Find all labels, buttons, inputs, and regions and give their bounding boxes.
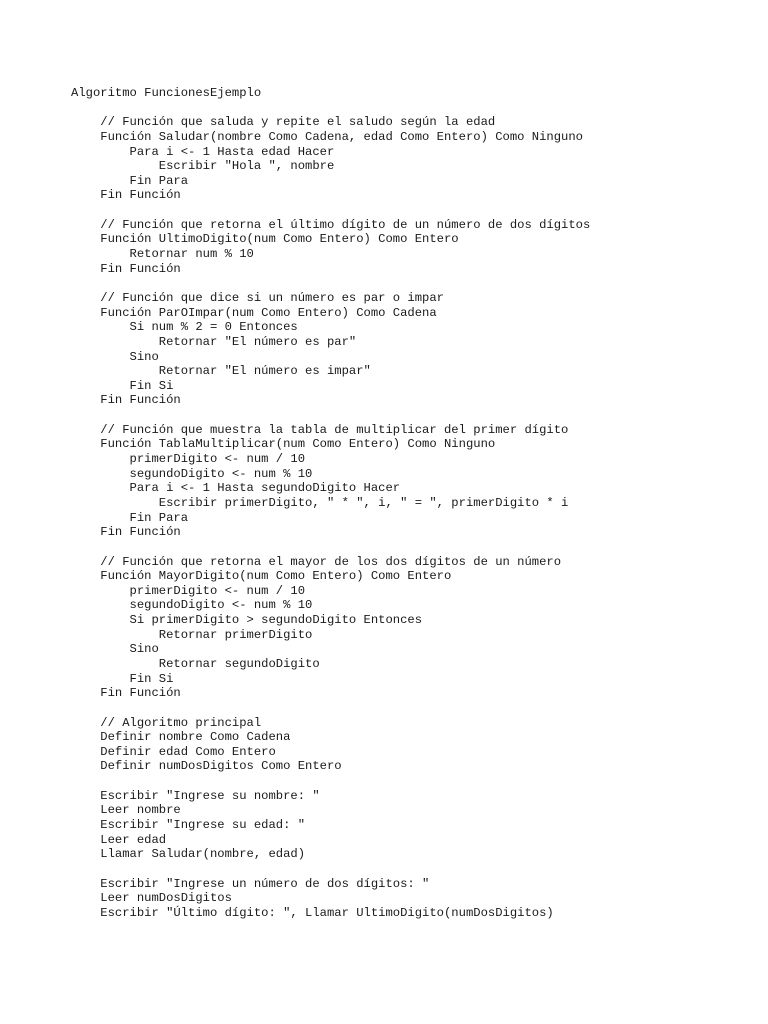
code-line: // Función que saluda y repite el saludo según la edad xyxy=(71,115,496,130)
blank-line xyxy=(71,701,590,716)
code-line: // Algoritmo principal xyxy=(71,715,262,730)
blank-line xyxy=(71,862,590,877)
blank-line xyxy=(71,203,590,218)
code-line: Llamar Saludar(nombre, edad) xyxy=(71,847,306,862)
code-line: Leer nombre xyxy=(71,803,181,818)
blank-line xyxy=(71,408,590,423)
code-line: Fin Para xyxy=(71,510,189,525)
code-line: Escribir "Ingrese un número de dos dígitos: " xyxy=(71,876,430,891)
blank-line xyxy=(71,101,590,116)
code-line: Fin Función xyxy=(71,188,181,203)
code-line: Fin Función xyxy=(71,525,181,540)
code-line: Función Saludar(nombre Como Cadena, edad Como Entero) Como Ninguno xyxy=(71,129,583,144)
code-line: Retornar num % 10 xyxy=(71,247,254,262)
code-line: Retornar "El número es impar" xyxy=(71,364,371,379)
code-line: // Función que muestra la tabla de multiplicar del primer dígito xyxy=(71,422,569,437)
code-line: Función TablaMultiplicar(num Como Entero) Como Ninguno xyxy=(71,437,496,452)
code-line: Función ParOImpar(num Como Entero) Como Cadena xyxy=(71,305,437,320)
code-line: Escribir "Último dígito: ", Llamar UltimoDigito(numDosDigitos) xyxy=(71,905,554,920)
code-line: Función MayorDigito(num Como Entero) Como Entero xyxy=(71,569,452,584)
code-line: Para i <- 1 Hasta edad Hacer xyxy=(71,144,335,159)
code-line: Leer numDosDigitos xyxy=(71,891,232,906)
blank-line xyxy=(71,774,590,789)
code-line: segundoDigito <- num % 10 xyxy=(71,598,313,613)
code-line: Si primerDigito > segundoDigito Entonces xyxy=(71,613,423,628)
pseudocode-block xyxy=(71,86,590,921)
code-line: Escribir "Ingrese su edad: " xyxy=(71,818,306,833)
code-line: Fin Si xyxy=(71,378,174,393)
code-line: Retornar primerDigito xyxy=(71,627,313,642)
code-line: Retornar segundoDigito xyxy=(71,656,320,671)
code-line: segundoDigito <- num % 10 xyxy=(71,466,313,481)
code-line: Algoritmo FuncionesEjemplo xyxy=(71,86,262,100)
code-line: Sino xyxy=(71,642,159,657)
code-line: Para i <- 1 Hasta segundoDigito Hacer xyxy=(71,481,401,496)
blank-line xyxy=(71,540,590,555)
code-line: Leer edad xyxy=(71,832,167,847)
code-line: Fin Función xyxy=(71,261,181,276)
code-line: Definir nombre Como Cadena xyxy=(71,730,291,745)
blank-line xyxy=(71,276,590,291)
code-line: Escribir "Hola ", nombre xyxy=(71,159,335,174)
code-line: Definir numDosDigitos Como Entero xyxy=(71,759,342,774)
code-line: Escribir primerDigito, " * ", i, " = ", primerDigito * i xyxy=(71,495,569,510)
code-line: Retornar "El número es par" xyxy=(71,334,357,349)
code-line: // Función que retorna el último dígito de un número de dos dígitos xyxy=(71,217,591,232)
code-line: Sino xyxy=(71,349,159,364)
code-line: Definir edad Como Entero xyxy=(71,744,276,759)
code-line: // Función que retorna el mayor de los dos dígitos de un número xyxy=(71,554,562,569)
code-line: // Función que dice si un número es par o impar xyxy=(71,290,444,305)
code-line: Si num % 2 = 0 Entonces xyxy=(71,320,298,335)
code-line: Fin Función xyxy=(71,686,181,701)
code-line: Escribir "Ingrese su nombre: " xyxy=(71,788,320,803)
code-line: primerDigito <- num / 10 xyxy=(71,452,306,467)
code-line: Fin Para xyxy=(71,173,189,188)
code-line: Fin Si xyxy=(71,671,174,686)
code-line: Función UltimoDigito(num Como Entero) Como Entero xyxy=(71,232,459,247)
code-line: primerDigito <- num / 10 xyxy=(71,583,306,598)
code-line: Fin Función xyxy=(71,393,181,408)
